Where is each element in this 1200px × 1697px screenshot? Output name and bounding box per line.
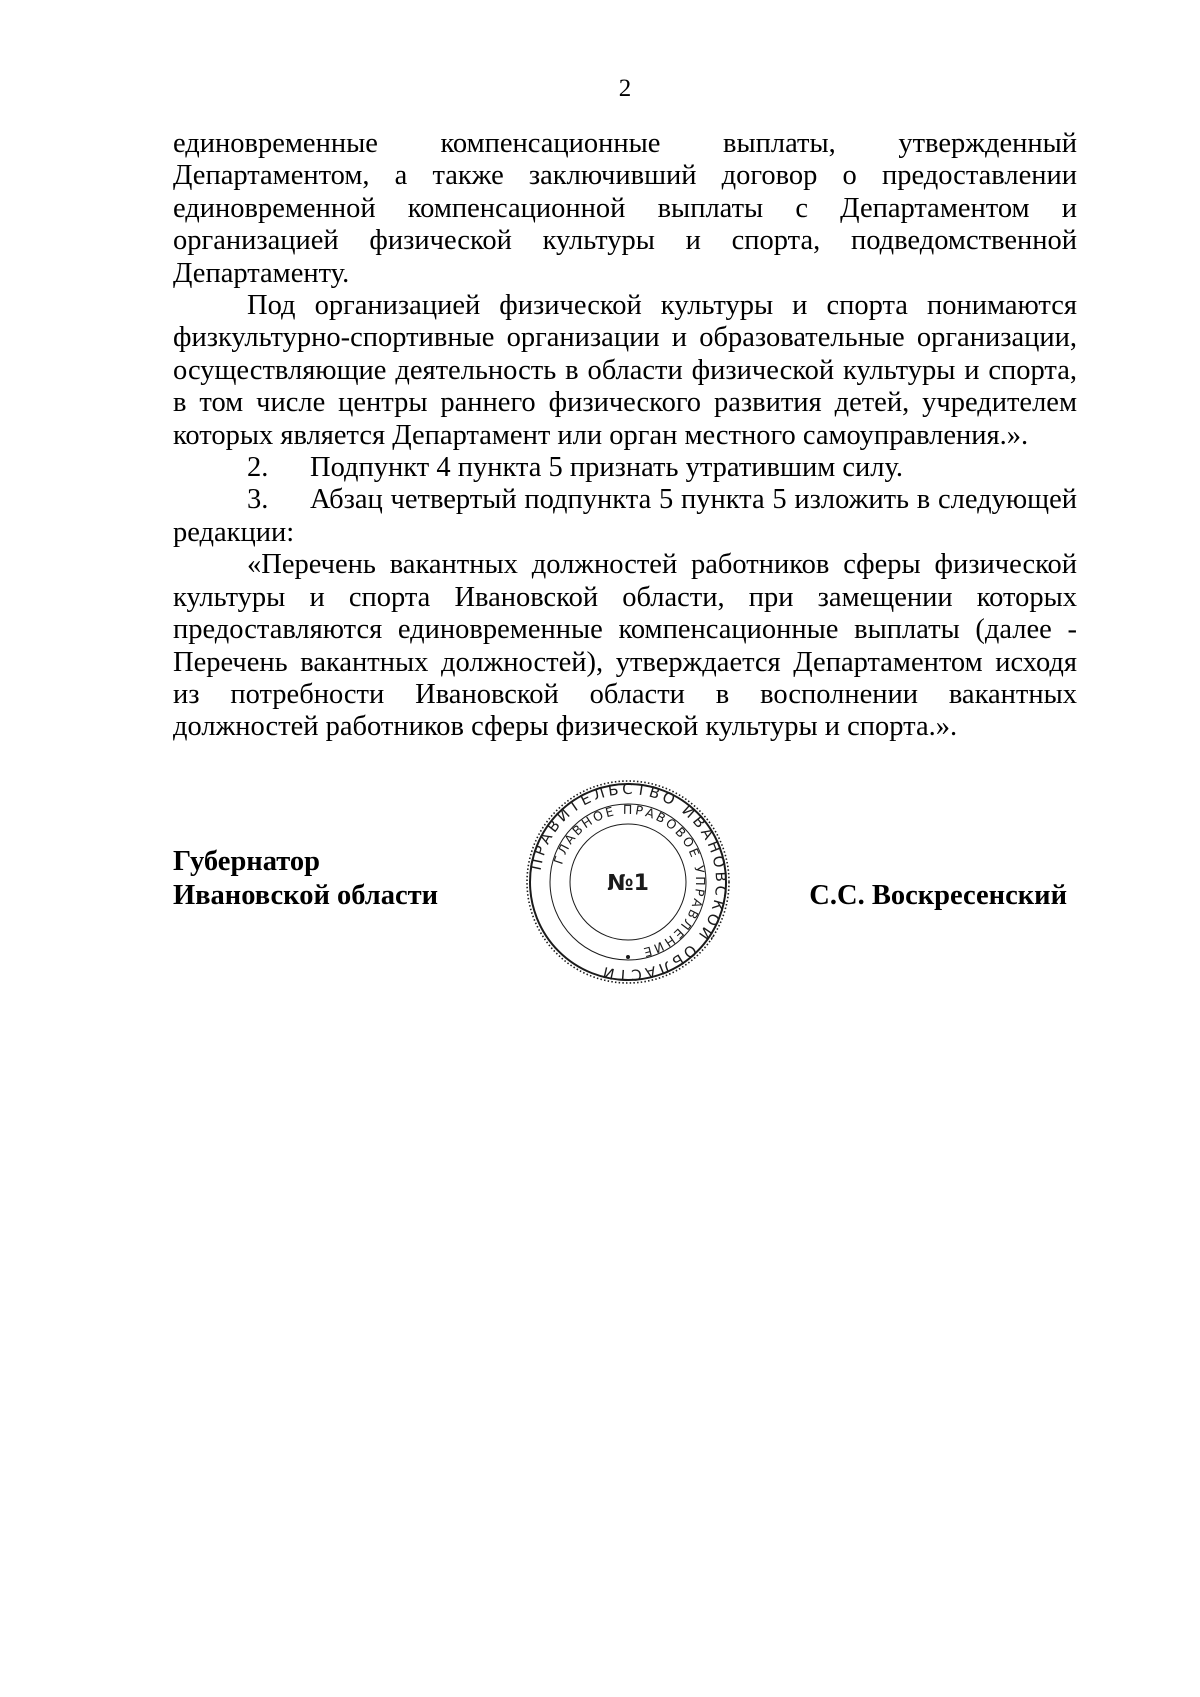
document-body <box>173 128 1077 744</box>
item-number: 2. <box>247 452 269 484</box>
seal-inner-text: ГЛАВНОЕ ПРАВОВОЕ УПРАВЛЕНИЕ <box>550 801 709 961</box>
seal-dot <box>626 955 630 959</box>
seal-number: №1 <box>607 871 649 896</box>
signatory-name: С.С. Воскресенский <box>809 880 1067 911</box>
paragraph-quote: «Перечень вакантных должностей работников сферы физической культуры и спорта Ивановской области, при замещении которых предоставляются единовременные компенсационные выплаты (далее - Перечень вакантных должностей), утверждается Департаментом исходя из потребности Ивановской области в восполнении вакантных должностей работников сферы физической культуры и спорта.». <box>173 549 1077 743</box>
page-number: 2 <box>618 75 632 102</box>
signatory-title-line2: Ивановской области <box>173 880 439 911</box>
paragraph-definition: Под организацией физической культуры и спорта понимаются физкультурно-спортивные организации и образовательные организации, осуществляющие деятельность в области физической культуры и спорта, в том числе центры раннего физического развития детей, учредителем которых является Департамент или орган местного самоуправления.». <box>173 290 1077 451</box>
item-text: Абзац четвертый подпункта 5 пункта 5 изложить в следующей редакции: <box>173 484 1077 548</box>
signatory-title <box>173 845 438 913</box>
signatory-title-line1: Губернатор <box>173 846 320 877</box>
numbered-item-2 <box>173 452 1077 484</box>
paragraph-continuation: единовременные компенсационные выплаты, утвержденный Департаментом, а также заключивший договор о предоставлении единовременной компенсационной выплаты с Департаментом и организацией физической культуры и спорта, подведомственной Департаменту. <box>173 128 1077 289</box>
official-seal <box>523 777 733 987</box>
seal-outer-text: ПРАВИТЕЛЬСТВО ИВАНОВСКОЙ ОБЛАСТИ <box>526 779 731 985</box>
item-number: 3. <box>247 484 269 516</box>
numbered-item-3 <box>173 484 1077 549</box>
item-text: Подпункт 4 пункта 5 признать утратившим силу. <box>310 452 904 484</box>
